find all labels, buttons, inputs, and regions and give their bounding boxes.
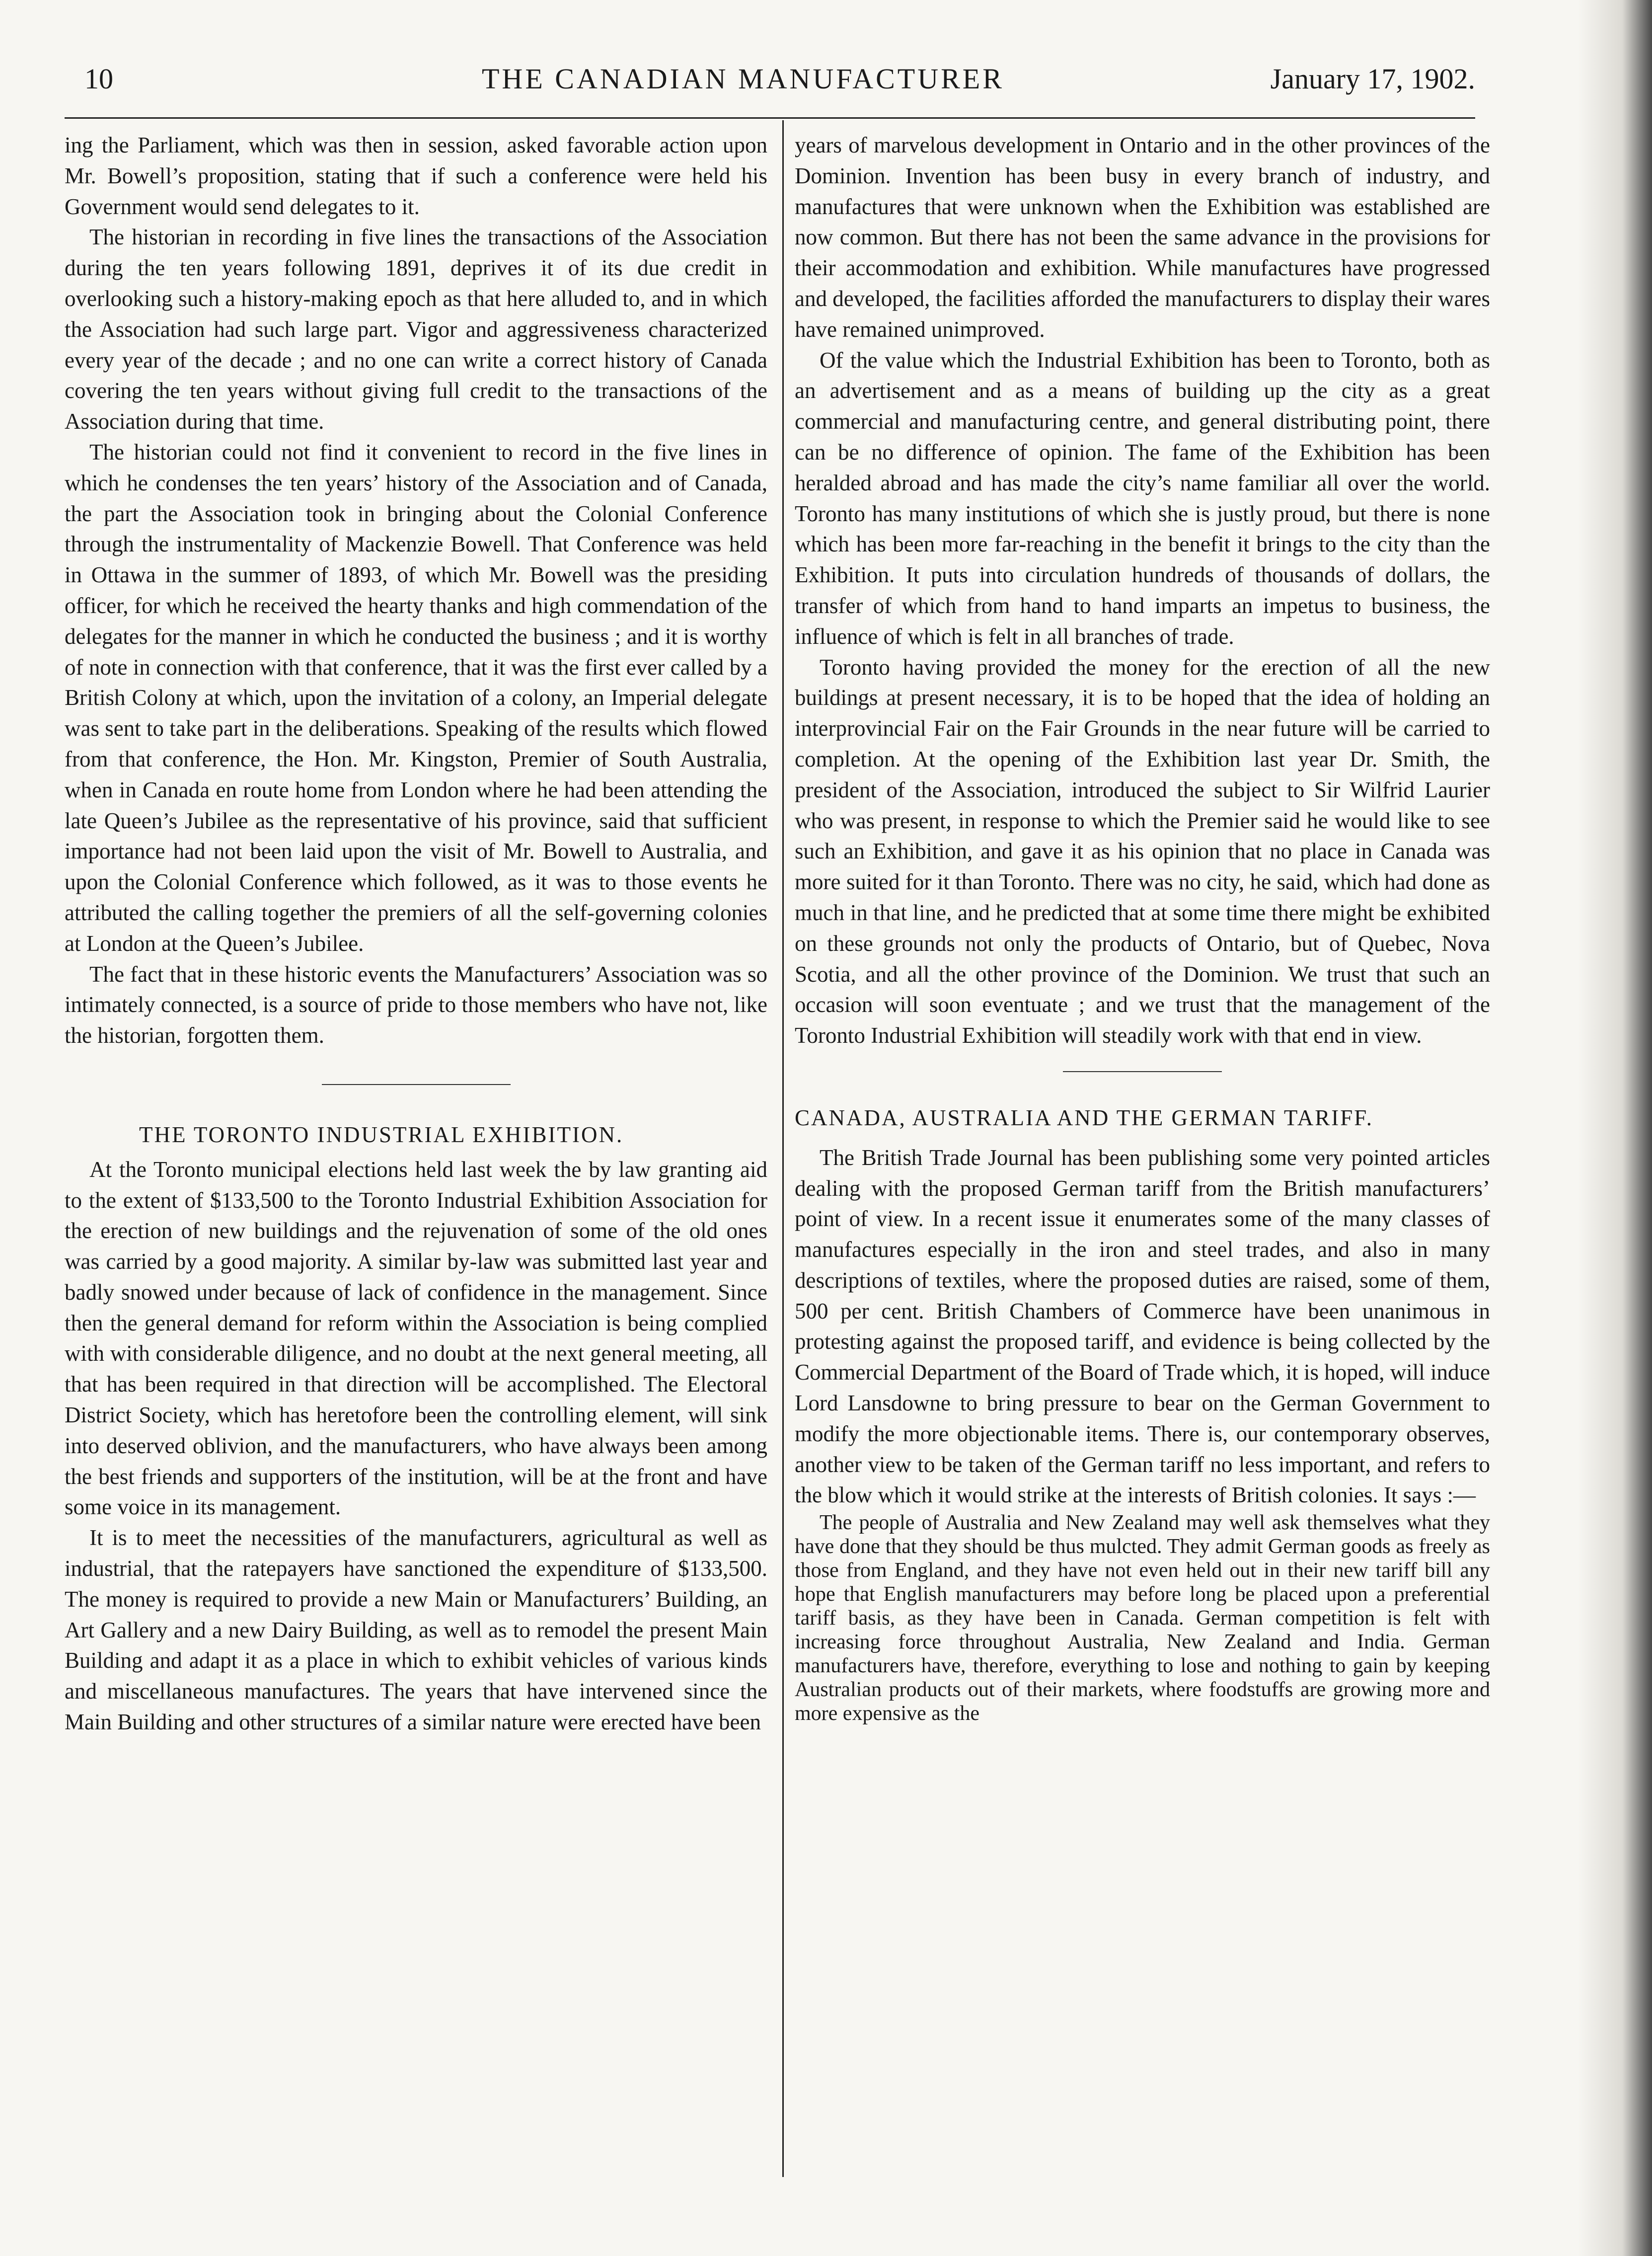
section-heading: CANADA, AUSTRALIA AND THE GERMAN TARIFF.: [795, 1105, 1373, 1130]
article-paragraph: Of the value which the Industrial Exhibition has been to Toronto, both as an advertisement and as a means of building up the city as a great commercial and manufacturing centre, and general distributing point, there can be no difference of opinion. The fame of the Exhibition has been heralded abroad and has made the city’s name familiar all over the world. Toronto has many institutions of which she is justly proud, but there is none which has been more far-reaching in the benefit it brings to the city than the Exhibition. It puts into circulation hundreds of thousands of dollars, the transfer of which from hand to hand imparts an impetus to business, the influence of which is felt in all branches of trade.: [795, 347, 1490, 649]
page-header: [65, 62, 1475, 102]
article-paragraph: The fact that in these historic events the Manufacturers’ Association was so intimately connected, is a source of pride to those members who have not, like the historian, forgotten them.: [65, 961, 767, 1048]
article-paragraph: The historian could not find it convenient to record in the five lines in which he condenses the ten years’ history of the Association and of Canada, the part the Association took in bringing about the Colonial Conference through the instrumentality of Mackenzie Bowell. That Conference was held in Ottawa in the summer of 1893, of which Mr. Bowell was the presiding officer, for which he received the hearty thanks and high commendation of the delegates for the manner in which he conducted the business ; and it is worthy of note in connection with that conference, that it was the first ever called by a British Colony at which, upon the invitation of a colony, an Imperial delegate was sent to take part in the deliberations. Speaking of the results which flowed from that conference, the Hon. Mr. Kingston, Premier of South Australia, when in Canada en route home from London where he had been attending the late Queen’s Jubilee as the representative of his province, said that sufficient importance had not been laid upon the visit of Mr. Bowell to Australia, and upon the Colonial Conference which followed, as it was to those events he attributed the calling together the premiers of all the self-governing colonies at London at the Queen’s Jubilee.: [65, 439, 767, 956]
issue-date: January 17, 1902.: [1270, 63, 1475, 95]
article-paragraph: Toronto having provided the money for the erection of all the new buildings at present necessary, it is to be hoped that the idea of holding an interprovincial Fair on the Fair Grounds in the near future will be carried to completion. At the opening of the Exhibition last year Dr. Smith, the president of the Association, introduced the subject to Sir Wilfrid Laurier who was present, in response to which the Premier said he would like to see such an Exhibition, and gave it as his opinion that no place in Canada was more suited for it than Toronto. There was no city, he said, which had done as much in that line, and he predicted that at some time there might be exhibited on these grounds not only the products of Ontario, but of Quebec, Nova Scotia, and all the other province of the Dominion. We trust that such an occasion will soon eventuate ; and we trust that the management of the Toronto Industrial Exhibition will steadily work with that end in view.: [795, 654, 1490, 1048]
column-divider: [782, 120, 784, 2177]
article-paragraph: ing the Parliament, which was then in session, asked favorable action upon Mr. Bowell’s proposition, stating that if such a conference were held his Government would send delegates to it.: [65, 133, 767, 219]
page-edge-shadow: [1577, 0, 1652, 2256]
right-column: [795, 130, 1490, 1725]
publication-title: THE CANADIAN MANUFACTURER: [482, 63, 1004, 95]
article-paragraph: It is to meet the necessities of the manufacturers, agricultural as well as industrial, that the ratepayers have sanctioned the expenditure of $133,500. The money is required to provide a new Main or Manufacturers’ Building, an Art Gallery and a new Dairy Building, as well as to remodel the present Main Building and adapt it as a place in which to exhibit vehicles of various kinds and miscellaneous manufactures. The years that have intervened since the Main Building and other structures of a similar nature were erected have been: [65, 1525, 767, 1735]
page-number: 10: [84, 63, 113, 95]
left-column: [65, 130, 767, 1738]
article-paragraph: At the Toronto municipal elections held last week the by law granting aid to the extent of $133,500 to the Toronto Industrial Exhibition Association for the erection of new buildings and the rejuvenation of some of the old ones was carried by a good majority. A similar by-law was submitted last year and badly snowed under because of lack of confidence in the management. Since then the general demand for reform within the Association is being complied with with considerable diligence, and no doubt at the next general meeting, all that has been required in that direction will be accomplished. The Electoral District Society, which has heretofore been the controlling element, will sink into deserved oblivion, and the manufacturers, who have always been among the best friends and supporters of the institution, will be at the front and have some voice in its management.: [65, 1157, 767, 1520]
quoted-passage: The people of Australia and New Zealand may well ask themselves what they have done that they should be thus mulcted. They admit German goods as freely as those from England, and they have not even held out in their new tariff bill any hope that English manufacturers may before long be placed upon a preferential tariff basis, as they have been in Canada. German competition is felt with increasing force throughout Australia, New Zealand and India. German manufacturers have, therefore, everything to lose and nothing to gain by keeping Australian products out of their markets, where foodstuffs are growing more and more expensive as the: [795, 1511, 1490, 1725]
article-paragraph: The British Trade Journal has been publishing some very pointed articles dealing with the proposed German tariff from the British manufacturers’ point of view. In a recent issue it enumerates some of the many classes of manufactures especially in the iron and steel trades, and also in many descriptions of textiles, where the proposed duties are raised, some of them, 500 per cent. British Chambers of Commerce have been unanimous in protesting against the proposed tariff, and evidence is being collected by the Commercial Department of the Board of Trade which, it is hoped, will induce Lord Lansdowne to bring pressure to bear on the German Government to modify the more objectionable items. There is, our contemporary observes, another view to be taken of the German tariff no less important, and refers to the blow which it would strike at the interests of British colonies. It says :—: [795, 1145, 1490, 1508]
section-heading: THE TORONTO INDUSTRIAL EXHIBITION.: [139, 1122, 624, 1147]
article-paragraph: years of marvelous development in Ontario and in the other provinces of the Dominion. Invention has been busy in every branch of industry, and manufactures that were unknown when the Exhibition was established are now common. But there has not been the same advance in the provisions for their accommodation and exhibition. While manufactures have progressed and developed, the facilities afforded the manufacturers to display their wares have remained unimproved.: [795, 133, 1490, 342]
article-paragraph: The historian in recording in five lines the transactions of the Association during the ten years following 1891, deprives it of its due credit in overlooking such a history-making epoch as that here alluded to, and in which the Association had such large part. Vigor and aggressiveness characterized every year of the decade ; and no one can write a correct history of Canada covering the ten years without giving full credit to the transactions of the Association during that time.: [65, 225, 767, 434]
header-rule: [65, 117, 1475, 119]
